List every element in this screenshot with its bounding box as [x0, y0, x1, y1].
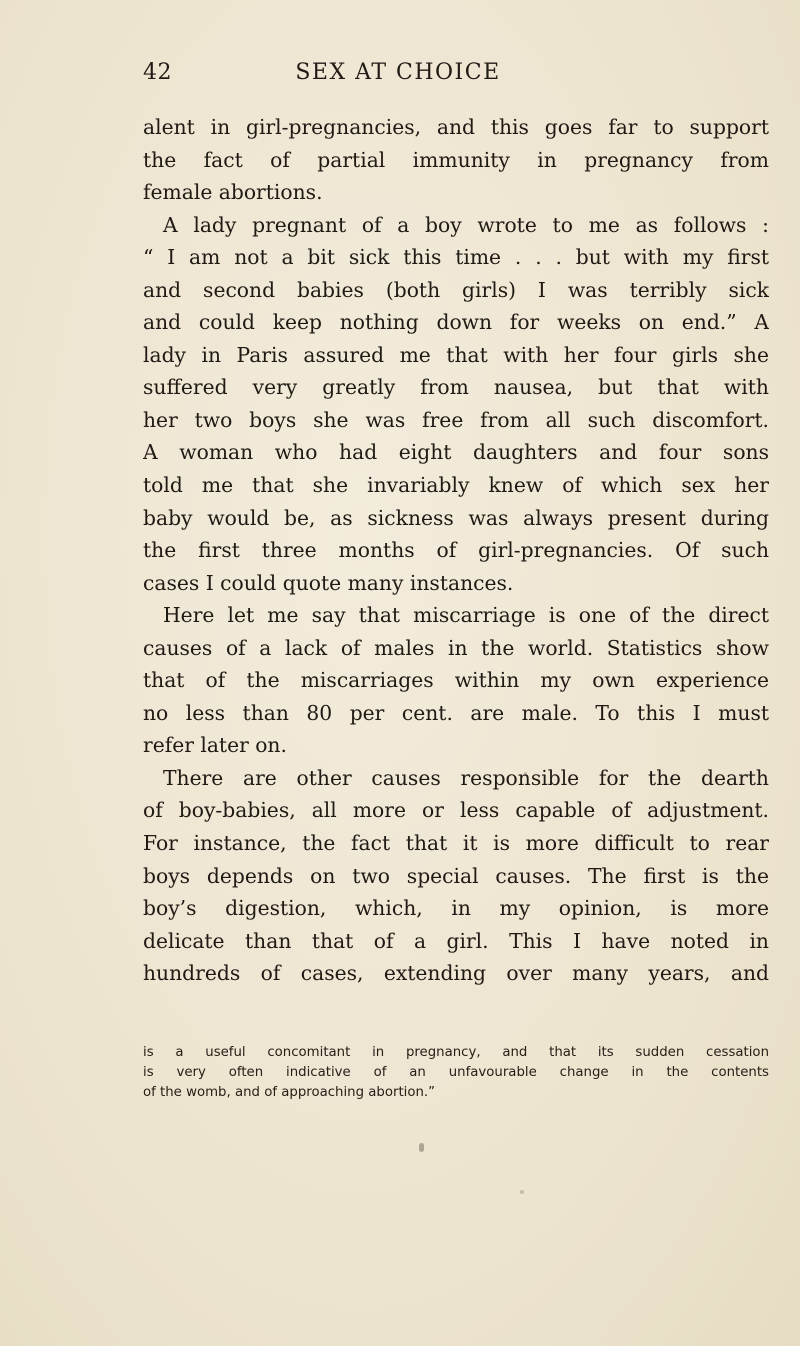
- text-line: “ I am not a bit sick this time . . . but with my first: [143, 245, 769, 270]
- text-line: For instance, the fact that it is more difficult to rear: [143, 831, 769, 856]
- paper-speck: [520, 1190, 524, 1194]
- running-head: [143, 60, 653, 94]
- text-line: boys depends on two special causes. The first is the: [143, 863, 769, 888]
- text-line: suffered very greatly from nausea, but that with: [143, 375, 769, 400]
- text-line: the fact of partial immunity in pregnancy from: [143, 147, 769, 172]
- footnote-line: is a useful concomitant in pregnancy, and that its sudden cessation: [143, 1045, 769, 1060]
- running-title: SEX AT CHOICE: [295, 60, 501, 85]
- text-line: that of the miscarriages within my own experience: [143, 668, 769, 693]
- text-line: causes of a lack of males in the world. Statistics show: [143, 635, 769, 660]
- text-line: hundreds of cases, extending over many years, and: [143, 961, 769, 986]
- text-line: and second babies (both girls) I was terribly sick: [143, 277, 769, 302]
- text-line: her two boys she was free from all such discomfort.: [143, 407, 769, 432]
- text-line: Here let me say that miscarriage is one of the direct: [163, 603, 769, 628]
- text-line: of boy-babies, all more or less capable of adjustment.: [143, 798, 769, 823]
- footnote: [143, 1043, 769, 1103]
- text-line: no less than 80 per cent. are male. To this I must: [143, 700, 769, 725]
- text-line: A lady pregnant of a boy wrote to me as follows :: [163, 212, 769, 237]
- text-line: told me that she invariably knew of which sex her: [143, 473, 769, 498]
- text-line: refer later on.: [143, 733, 287, 758]
- text-line: There are other causes responsible for the dearth: [163, 765, 769, 790]
- text-line: and could keep nothing down for weeks on end.” A: [143, 310, 769, 335]
- footnote-line: of the womb, and of approaching abortion.”: [143, 1085, 436, 1100]
- paper-speck: [524, 772, 527, 775]
- footnote-line: is very often indicative of an unfavourable change in the contents: [143, 1065, 769, 1080]
- text-line: boy’s digestion, which, in my opinion, is more: [143, 896, 769, 921]
- body-text: [143, 111, 769, 990]
- text-line: alent in girl-pregnancies, and this goes far to support: [143, 115, 769, 139]
- text-line: female abortions.: [143, 180, 323, 205]
- text-line: A woman who had eight daughters and four sons: [143, 440, 769, 465]
- text-line: baby would be, as sickness was always present during: [143, 505, 769, 530]
- text-line: delicate than that of a girl. This I have noted in: [143, 928, 769, 953]
- text-line: cases I could quote many instances.: [143, 570, 514, 595]
- page-number: 42: [143, 60, 172, 85]
- text-line: lady in Paris assured me that with her four girls she: [143, 342, 769, 367]
- paper-speck: [419, 1143, 424, 1152]
- text-line: the first three months of girl-pregnancies. Of such: [143, 538, 769, 563]
